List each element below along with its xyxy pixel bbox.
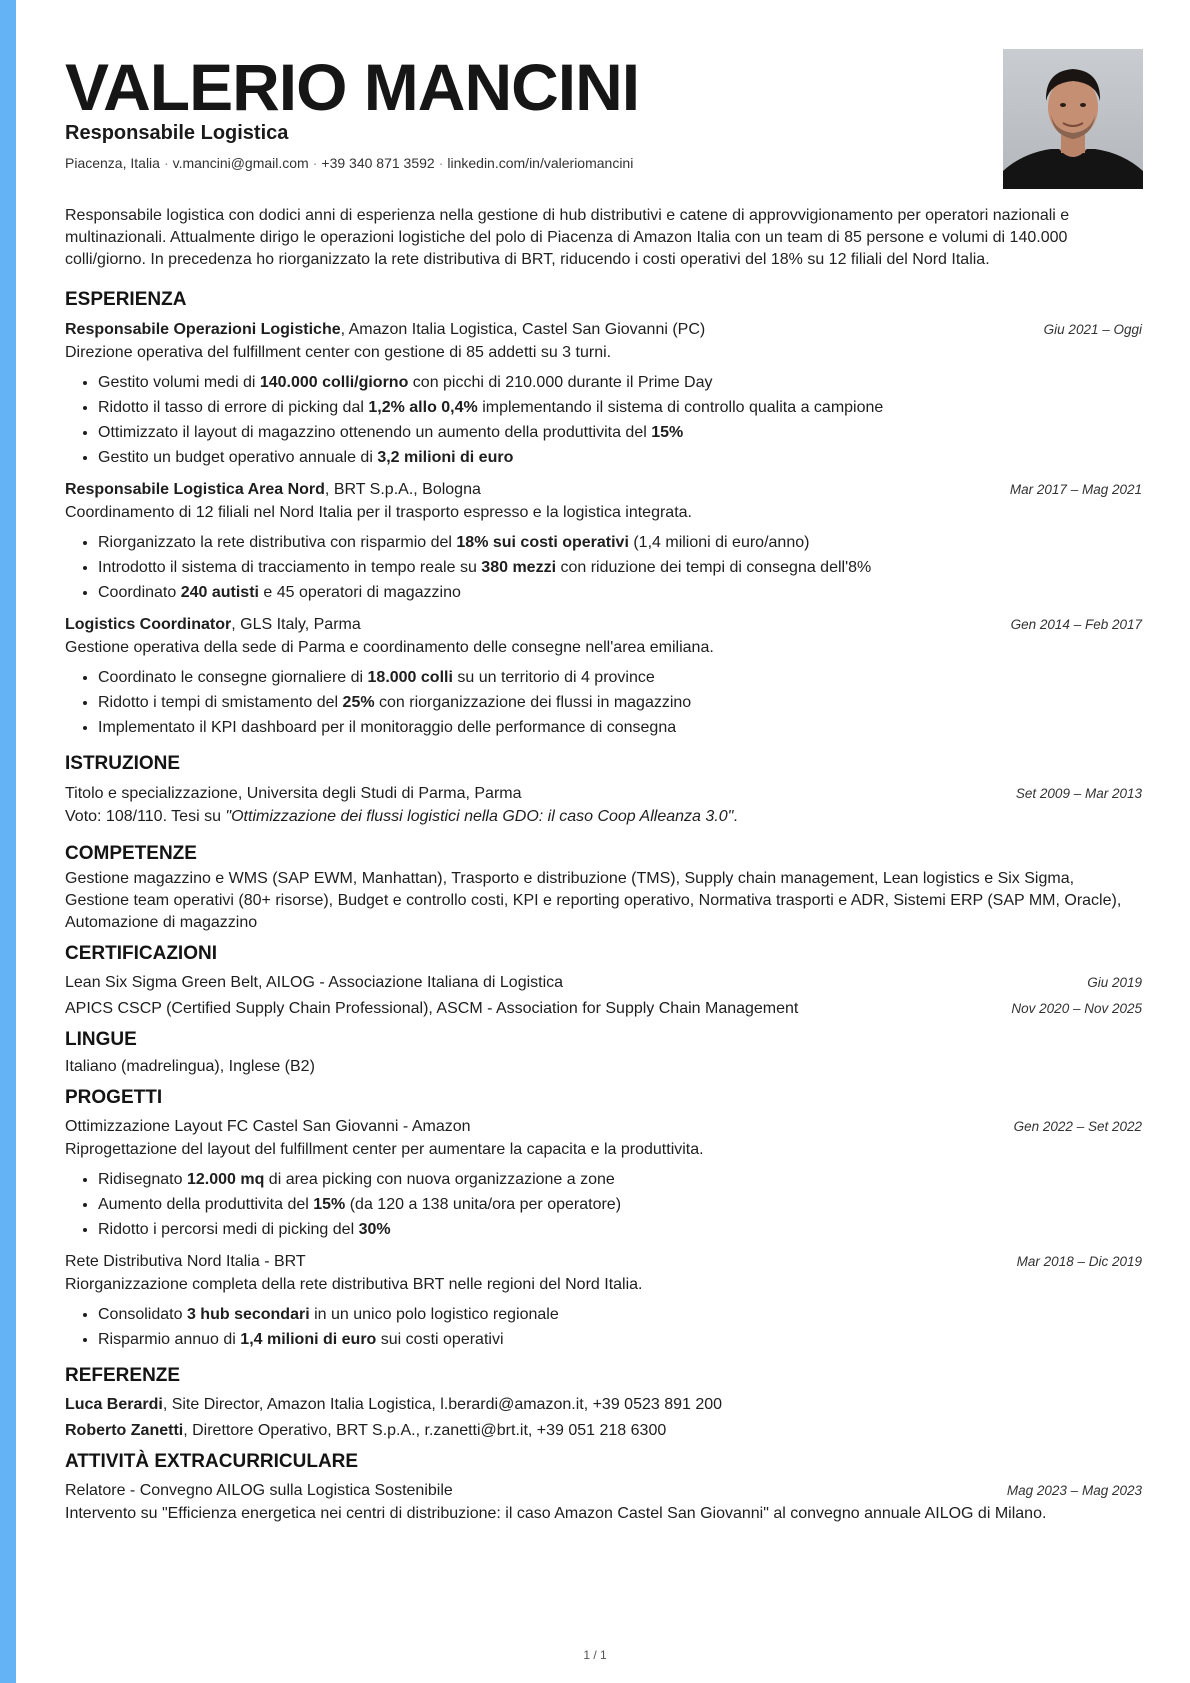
achievement-item: • Ridotto i tempi di smistamento del 25% con riorganizzazione dei flussi in magazzino: [98, 690, 1142, 715]
job-description: Direzione operativa del fulfillment center con gestione di 85 addetti su 3 turni.: [65, 344, 612, 361]
candidate-name: VALERIO MANCINI: [65, 50, 640, 124]
references-section: [65, 1362, 1142, 1444]
entry-header: [65, 782, 1142, 805]
reference-item: [65, 1418, 1142, 1444]
reference-name: Luca Berardi: [65, 1396, 163, 1413]
languages-list: Italiano (madrelingua), Inglese (B2): [65, 1058, 315, 1075]
achievement-item: • Aumento della produttivita del 15% (da 120 a 138 unita/ora per operatore): [98, 1192, 1142, 1217]
entry-header: [65, 613, 1142, 636]
reference-name: Roberto Zanetti: [65, 1422, 184, 1439]
job-company: , BRT S.p.A., Bologna: [324, 481, 481, 498]
achievement-item: • Introdotto il sistema di tracciamento in tempo reale su 380 mezzi con riduzione dei tempi di consegna dell'8%: [98, 555, 1142, 580]
job-role: Logistics Coordinator: [65, 616, 232, 633]
achievement-item: • Consolidato 3 hub secondari in un unico polo logistico regionale: [98, 1302, 1142, 1327]
achievement-list: [65, 1167, 1142, 1242]
entry-date: Mag 2023 – Mag 2023: [1006, 1483, 1142, 1498]
projects-section: [65, 1084, 1142, 1352]
education-details: Voto: 108/110. Tesi su "Ottimizzazione dei flussi logistici nella GDO: il caso Coop Alleanza 3.0".: [65, 808, 738, 825]
achievement-item: • Ridotto i percorsi medi di picking del 30%: [98, 1217, 1142, 1242]
degree-name: Titolo e specializzazione, Universita degli Studi di Parma, Parma: [65, 785, 522, 802]
entry-date: Giu 2021 – Oggi: [1043, 322, 1142, 337]
job-description: Gestione operativa della sede di Parma e coordinamento delle consegne nell'area emiliana.: [65, 639, 714, 656]
section-title: COMPETENZE: [65, 843, 197, 864]
entry-header: [65, 318, 1142, 341]
entry-header: [65, 1250, 1142, 1273]
experience-section: [65, 286, 1142, 740]
achievement-item: • Ridotto il tasso di errore di picking dal 1,2% allo 0,4% implementando il sistema di controllo qualita a campione: [98, 395, 1142, 420]
entry-date: Nov 2020 – Nov 2025: [1011, 1001, 1142, 1016]
skills-list: Gestione magazzino e WMS (SAP EWM, Manhattan), Trasporto e distribuzione (TMS), Supply chain management, Lean logistics e Six Sigma, Gestione team operativi (80+ risorse), Budget e controllo costi, KPI e reporting operativo, Normativa trasporti e ADR, Sistemi ERP (SAP MM, Oracle), Automazione di magazzino: [65, 870, 1122, 931]
achievement-item: • Implementato il KPI dashboard per il monitoraggio delle performance di consegna: [98, 715, 1142, 740]
profile-photo: [1003, 49, 1143, 189]
job-role: Responsabile Operazioni Logistiche: [65, 321, 341, 338]
achievement-item: • Riorganizzato la rete distributiva con risparmio del 18% sui costi operativi (1,4 milioni di euro/anno): [98, 530, 1142, 555]
project-name: Rete Distributiva Nord Italia - BRT: [65, 1253, 306, 1270]
experience-entry: [65, 613, 1142, 740]
entry-date: Mar 2018 – Dic 2019: [1016, 1254, 1142, 1269]
certification-item: [65, 970, 1142, 996]
job-company: , Amazon Italia Logistica, Castel San Giovanni (PC): [340, 321, 706, 338]
activity-name: Relatore - Convegno AILOG sulla Logistica Sostenibile: [65, 1482, 453, 1499]
certification-item: [65, 996, 1142, 1022]
languages-section: [65, 1026, 1142, 1080]
job-company: , GLS Italy, Parma: [231, 616, 361, 633]
entry-date: Mar 2017 – Mag 2021: [1009, 482, 1142, 497]
skills-section: [65, 840, 1142, 934]
section-title: ATTIVITÀ EXTRACURRICULARE: [65, 1451, 359, 1472]
achievement-list: [65, 530, 1142, 605]
contact-phone: +39 340 871 3592: [321, 155, 435, 171]
project-description: Riprogettazione del layout del fulfillment center per aumentare la capacita e la produttivita.: [65, 1141, 704, 1158]
accent-side-bar: [0, 0, 16, 1683]
thesis-title: "Ottimizzazione dei flussi logistici nella GDO: il caso Coop Alleanza 3.0": [225, 808, 734, 825]
project-entry: [65, 1115, 1142, 1242]
contact-separator: ·: [312, 155, 318, 171]
reference-details: , Direttore Operativo, BRT S.p.A., r.zanetti@brt.it, +39 051 218 6300: [183, 1422, 667, 1439]
profile-summary: Responsabile logistica con dodici anni di esperienza nella gestione di hub distributivi e catene di approvvigionamento per operatori nazionali e multinazionali. Attualmente dirigo le operazioni logistiche del polo di Piacenza di Amazon Italia con un team di 85 persone e volumi di 140.000 colli/giorno. In precedenza ho riorganizzato la rete distributiva di BRT, riducendo i costi operativi del 18% su 12 filiali del Nord Italia.: [65, 207, 1070, 268]
achievement-item: • Gestito un budget operativo annuale di 3,2 milioni di euro: [98, 445, 1142, 470]
experience-entry: [65, 478, 1142, 605]
job-role: Responsabile Logistica Area Nord: [65, 481, 325, 498]
achievement-list: [65, 370, 1142, 470]
education-section: [65, 750, 1142, 828]
page-number: 1 / 1: [583, 1648, 607, 1662]
activity-description: Intervento su "Efficienza energetica nei centri di distribuzione: il caso Amazon Castel San Giovanni" al convegno annuale AILOG di Milano.: [65, 1505, 1047, 1522]
candidate-role: Responsabile Logistica: [65, 122, 289, 144]
certifications-section: [65, 940, 1142, 1022]
contact-separator: ·: [163, 155, 169, 171]
section-title: REFERENZE: [65, 1365, 181, 1386]
contact-linkedin: linkedin.com/in/valeriomancini: [447, 155, 634, 171]
achievement-item: • Coordinato le consegne giornaliere di 18.000 colli su un territorio di 4 province: [98, 665, 1142, 690]
achievement-item: • Coordinato 240 autisti e 45 operatori di magazzino: [98, 580, 1142, 605]
entry-date: Gen 2014 – Feb 2017: [1010, 617, 1142, 632]
resume-sections: [65, 286, 1142, 1525]
contact-line: [65, 155, 633, 171]
job-description: Coordinamento di 12 filiali nel Nord Italia per il trasporto espresso e la logistica integrata.: [65, 504, 692, 521]
achievement-item: • Ottimizzato il layout di magazzino ottenendo un aumento della produttivita del 15%: [98, 420, 1142, 445]
contact-location: Piacenza, Italia: [65, 155, 160, 171]
entry-date: Giu 2019: [1087, 975, 1142, 990]
project-entry: [65, 1250, 1142, 1352]
achievement-list: [65, 1302, 1142, 1352]
reference-details: , Site Director, Amazon Italia Logistica, l.berardi@amazon.it, +39 0523 891 200: [162, 1396, 723, 1413]
entry-date: Gen 2022 – Set 2022: [1013, 1119, 1142, 1134]
project-name: Ottimizzazione Layout FC Castel San Giovanni - Amazon: [65, 1118, 471, 1135]
entry-header: [65, 478, 1142, 501]
entry-header: [65, 1115, 1142, 1138]
achievement-item: • Risparmio annuo di 1,4 milioni di euro sui costi operativi: [98, 1327, 1142, 1352]
entry-header: [65, 1479, 1142, 1502]
section-title: LINGUE: [65, 1029, 137, 1050]
experience-entry: [65, 318, 1142, 470]
contact-email: v.mancini@gmail.com: [172, 155, 309, 171]
certification-name: Lean Six Sigma Green Belt, AILOG - Associazione Italiana di Logistica: [65, 974, 564, 991]
extracurricular-section: [65, 1448, 1142, 1525]
section-title: ISTRUZIONE: [65, 753, 181, 774]
achievement-item: • Gestito volumi medi di 140.000 colli/giorno con picchi di 210.000 durante il Prime Day: [98, 370, 1142, 395]
section-title: CERTIFICAZIONI: [65, 943, 217, 964]
section-title: ESPERIENZA: [65, 289, 187, 310]
achievement-item: • Ridisegnato 12.000 mq di area picking con nuova organizzazione a zone: [98, 1167, 1142, 1192]
reference-item: [65, 1392, 1142, 1418]
section-title: PROGETTI: [65, 1087, 163, 1108]
achievement-list: [65, 665, 1142, 740]
entry-date: Set 2009 – Mar 2013: [1015, 786, 1142, 801]
contact-separator: ·: [438, 155, 444, 171]
certification-name: APICS CSCP (Certified Supply Chain Professional), ASCM - Association for Supply Chain Management: [65, 1000, 799, 1017]
project-description: Riorganizzazione completa della rete distributiva BRT nelle regioni del Nord Italia.: [65, 1276, 643, 1293]
